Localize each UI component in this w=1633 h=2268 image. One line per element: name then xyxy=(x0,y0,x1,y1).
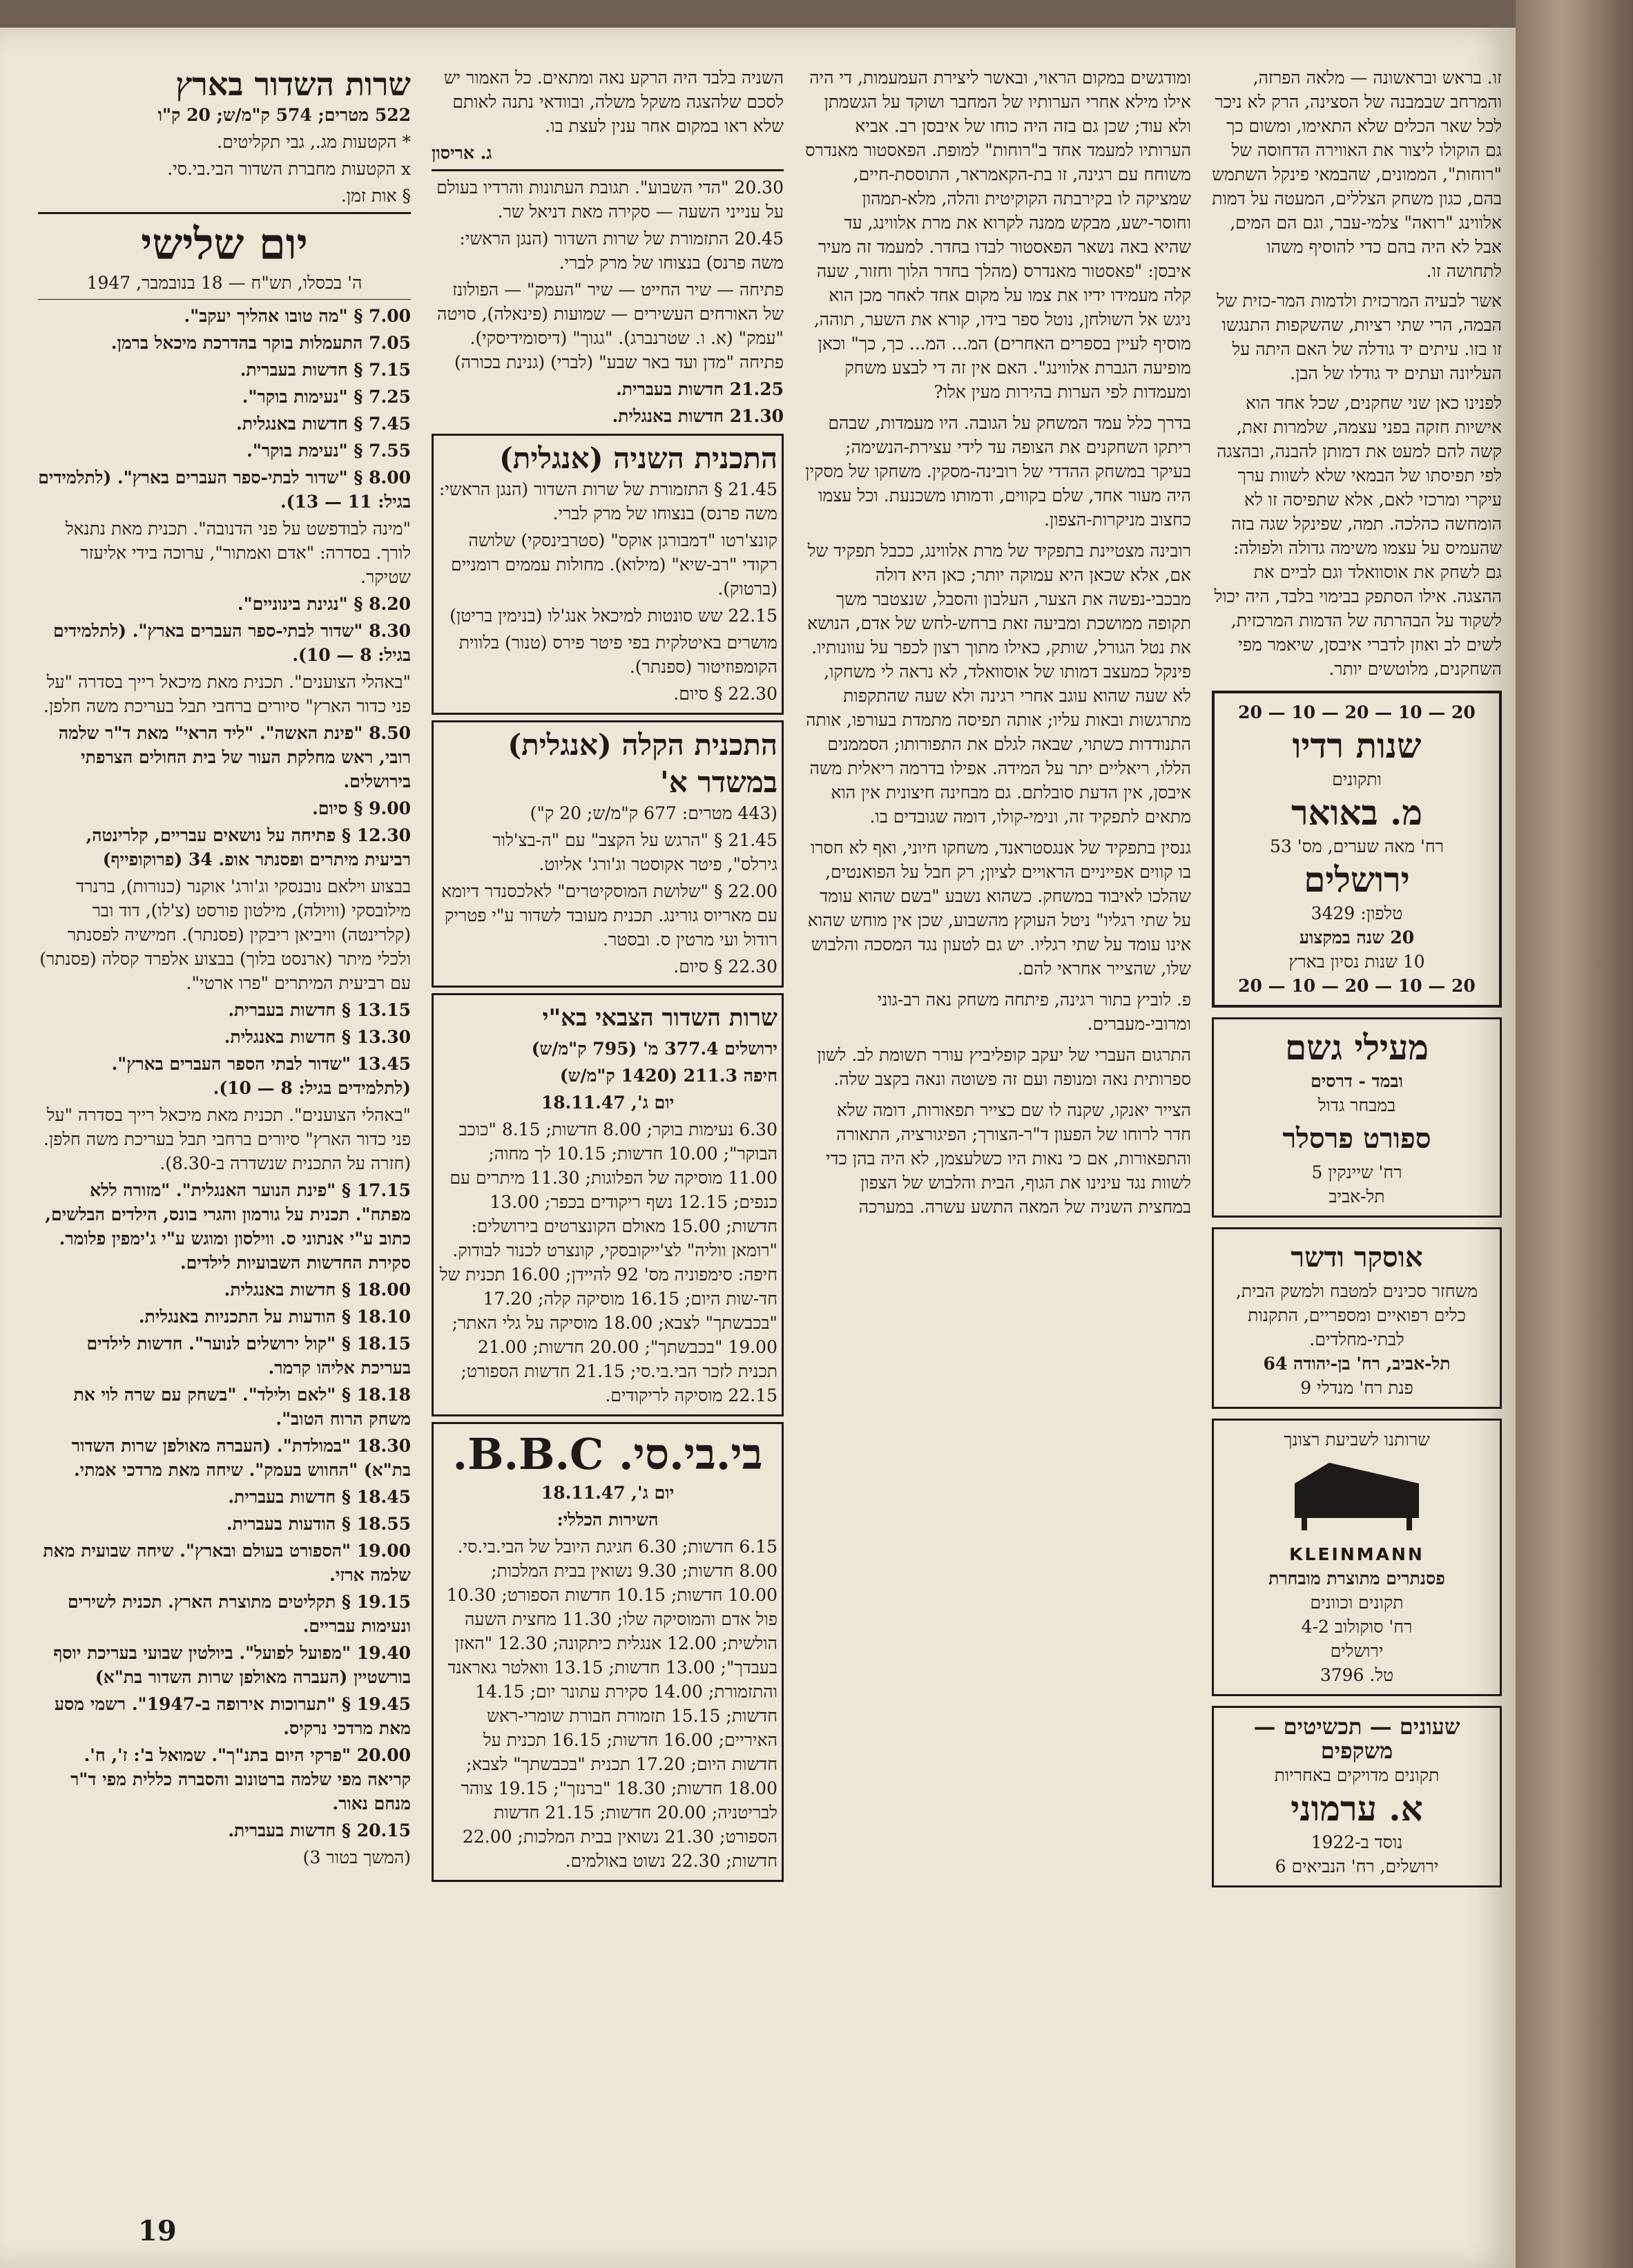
piano-ad xyxy=(1212,1419,1502,1696)
schedule-item: 22.30 § סיום. xyxy=(673,684,777,704)
ad-line: פנת רח' מנדלי 9 xyxy=(1300,1378,1413,1398)
schedule-item: 20.45 התזמורת של שרות השדור (הנגן הראשי: משה פרנס) בנצוחו של מרק לברי. xyxy=(459,229,784,273)
schedule-item: 19.15 § תקליטים מתוצרת הארץ. תכנית לשירים ונעימות עבריים. xyxy=(67,1592,411,1636)
ad-city: ירושלים xyxy=(1330,1641,1384,1661)
box-date: יום ג', 18.11.47 xyxy=(541,1093,675,1113)
review-paragraph: זו. בראש ובראשונה — מלאה הפרזה, והמרחב שבמבנה של הסצינה, הרק לא ניכר לכל שאר הכלים שלא התאימו, ומשום כך גם הוקולו ליצור את האווירה הדחוסה של "רוחות", הממונים, שהבמאי פינקל השתמש בהם, כגון משחק הצללים, המעטה על דמות אלווינג "רואה" צלמי-עבר, וגם הם המים, אבל לא היה בהם כדי להוסיף משהו לתחושה זו. xyxy=(1212,68,1502,281)
ad-line: משחזר סכינים למטבח ולמשק הבית, כלים רפואיים ומספריים, התקנות לבתי-מחלדים. xyxy=(1235,1281,1478,1349)
piano-icon xyxy=(1221,1456,1493,1538)
schedule-item: 8.50 "פינת האשה". "ליד הראי" מאת ד"ר שלמה רובי, ראש מחלקת העור של בית החולים הצרפתי בירושלים. xyxy=(58,723,411,791)
schedule-item: 18.30 "במולדת". (העברה מאולפן שרות השדור בת"א) "החווש בעמק". שיחה מאת מרדכי אמתי. xyxy=(71,1436,411,1480)
schedule-item: 20.00 "פרקי היום בתנ"ך". שמואל ב': ז', ח'. קריאה מפי שלמה ברטונוב והסברה כללית מפי ד"ר מנחם נאור. xyxy=(70,1745,411,1814)
ad-line: פסנתרים מתוצרת מובחרת xyxy=(1268,1568,1445,1588)
review-paragraph: אשר לבעיה המרכזית ולדמות המר-כזית של הבמה, הרי שתי רציות, שהשקפות התנגשו זו בזו. עיתים יד גודלה של האם היתה על העליונה ועתים יד גודלו של הבן. xyxy=(1217,291,1502,383)
review-paragraph: לפנינו כאן שני שחקנים, שכל אחד הוא אישיות חזקה בפני עצמה, שלמרות זאת, קשה להם למעט את דמותן להבנה, ובהצגה לפי תפיסתו של הבמאי שלא לשוות ערך עיקרי ומרכזי לאם, אלא שתפיסה זו לא הומחשה כהלכה. תמה, שפינקל שגה בזה שהעמיס על עצמו משימה גדולה ולפולה: גם לשחק את אוסוואלד וגם לביים את ההצגה. אילו הסתפק בבימוי בלבד, היה יכול לשקוד על הבהרתה של הדמות המרכזית, לשים לב ואוזן לדברי איבסן, שיאמר מפי השחקנים, מלוטשים יותר. xyxy=(1214,393,1502,679)
ad-address: רח' מאה שערים, מס' 53 xyxy=(1270,836,1444,856)
book-edge xyxy=(1516,0,1633,2268)
schedule-item: 18.55 § הודעות בעברית. xyxy=(226,1514,411,1534)
review-paragraph: התרגום העברי של יעקב קופליביץ עורר תשומת לב. לשון ספרותית נאה ומנופה ועם זה פשוטה ונאה בקצב שלה. xyxy=(817,1045,1191,1089)
ad-title: מעילי גשם xyxy=(1284,1027,1429,1068)
schedule-item: 18.45 § חדשות בעברית. xyxy=(228,1487,411,1507)
ad-city: תל-אביב xyxy=(1328,1186,1385,1207)
review-paragraph: הצייר יאנקו, שקנה לו שם כצייר תפאורות, דומה שלא חדר לרוחו של הפעון ד"ר-הצורך; הפיגורציה, התאורה והתפאורות, אם כי נאות היו כשלעצמן, לא היה בהן כדי לשוות נגד עינינו את הגוף, הבית והלבוש של הצפון במחצית השניה של המאה התשע עשרה. במערכה xyxy=(825,1100,1191,1217)
review-paragraph: ומודגשים במקום הראוי, ובאשר ליצירת העמעמות, די היה אילו מילא אחרי הערותיו של המחבר ושוקד על הגשמתן ולא עוד; שכן גם בזה היה כוחו של איבסן רב. אביא הערותיו למעמד אחד ב"רוחות" למופת. הפאסטור מאנדרס משוחח עם רגינה, זו בת-הקאמראר, התוססת-חיים, שמציקה לו בקירבתה הקוקיטית והלה, מלא-תמהון וחוסר-ישע, מבקש ממנה לקרוא את מרת אלווינג, עד שהיא באה נשאר הפאסטור לבדו בחדר. למעמד זה מעיר איבסן: "פאסטור מאנדרס (מהלך בחדר הלוך וחזור, שעה קלה מעמידו ידיו את צמו על מקום אחד לאחר מכן הוא ניגש אל השולחן, נוטל ספר בידו, קורא את השער, תוהה, מוסיף לעיין בספרים האחרים) המ... המ... כך, כך" וכאן מופיעה הגברת אלווינג". האם אין זה די לבצע משחק ומעמדות לפי הערות בהירות מעין אלו? xyxy=(805,68,1191,402)
schedule-item: 17.15 § "פינת הנוער האנגלית". "מזורה ללא מפתח". תכנית על גורמון והגרי בונס, הילדים הבלשים, כתוב ע"י אנתוני ס. ווילסון ומוגש ע"י ג'ימפין פלומר. סקירת החדשות השבועיות לילדים. xyxy=(45,1180,411,1273)
bbc-box xyxy=(432,1422,784,1882)
ad-line: 20 שנה במקצוע xyxy=(1299,928,1415,948)
newspaper-page xyxy=(0,28,1516,2268)
schedule-item: 7.55 § "נעימת בוקר". xyxy=(247,441,411,461)
review-paragraph: בדרך כלל עמד המשחק על הגובה. היו מעמדות, שבהם ריתקו השחקנים את הצופה עד לידי עצירת-הנשימה; בעיקר במשחק ההדדי של רובינה-מסקין. משחקו של מסקין היה מעור אחד, שלם בקווים, ודמותו משכנעת. וכל עצמו כחצוב מניקרות-הצפון. xyxy=(805,413,1191,530)
schedule-item: "באהלי הצוענים". תכנית מאת מיכאל רייך בסדרה "על פני כדור הארץ" סיורים ברחבי תבל בעריכת משה חלפן. xyxy=(43,672,411,716)
station-info: x הקטעות מחברת השדור הבי.בי.סי. xyxy=(167,159,411,179)
schedule-item: פתיחה — שיר החייט — שיר "העמק" — הפולונז של האורחים העשירים — שמועות (פינאלה), סויטה "עמק" (א. ו. שטרנברג). "גגוך" (דיסומידיסקי). פתיחה "מדן ועד באר שבע" (לברי) (גנינת בכורה) xyxy=(437,280,784,372)
schedule-item: 7.45 § חדשות באנגלית. xyxy=(236,414,411,434)
ad-line: 10 שנות נסיון בארץ xyxy=(1288,952,1425,972)
day-date: ה' בכסלו, תש"ח — 18 בנובמבר, 1947 xyxy=(86,273,363,293)
schedule-item: 6.15 חדשות; 6.30 חגיגת היובל של הבי.בי.סי. 8.00 חדשות; 9.30 נשואין בבית המלכות; 10.00 חדשות; 10.15 חדשות הספורט; 10.30 פול אדם והמוסיקה שלו; 11.30 מחצית השעה הולשית; 12.00 אנגלית כיתקונה; 12.30 "האזן בעבדך"; 13.00 חדשות; 13.15 וואלטר גאראנד והתזמורת; 14.00 סקירת עתונר יום; 14.15 חדשות; 15.15 תזמורת חבורת שומרי-ראש האיריים; 16.00 חדשות; 16.15 תכנית על חדשות היום; 17.20 תכנית "בכבשתך" לצבא; 18.00 חדשות; 18.30 "ברנזך"; 19.15 צוהר לבריטניה; 20.00 חדשות; 21.15 חדשות הספורט; 21.30 נשואין בבית המלכות; 22.00 חדשות; 22.30 נשוט באולמים. xyxy=(446,1537,777,1871)
schedule-item: 18.18 § "לאם ולילד". "בשחק עם שרה לוי את משחק הרוח הטוב". xyxy=(73,1385,411,1429)
ad-address: תל-אביב, רח' בן-יהודה 64 xyxy=(1263,1354,1451,1374)
ad-line: נוסד ב-1922 xyxy=(1311,1832,1403,1852)
schedule-item: 13.15 § חדשות בעברית. xyxy=(228,1000,411,1020)
schedule-item: 18.00 § חדשות באנגלית. xyxy=(224,1280,411,1300)
schedule-item: קונצ'רטו "דמבורגן אוקס" (סטרבינסקי) שלושה רקודי "רב-שיא" (מילוא). מחולות עממים רומניים (ברטוק). xyxy=(451,530,777,599)
review-signature: ג. אריסון xyxy=(432,143,492,163)
schedule-item: 22.30 § סיום. xyxy=(673,957,777,977)
divider xyxy=(38,299,411,300)
station-info: * הקטעות מג., גבי תקליטים. xyxy=(217,132,411,152)
ad-line: תקונים וכוונים xyxy=(1310,1593,1404,1613)
light-programme-box xyxy=(432,720,784,988)
schedule-item: 13.45 "שדור לבתי הספר העברים בארץ". (לתלמידים בגיל: 8 — 10). xyxy=(111,1054,411,1098)
schedule-item: 19.45 § "תערוכות אירופה ב-1947". רשמי מסע מאת מרדכי נרקיס. xyxy=(54,1694,411,1738)
page-number: 19 xyxy=(138,2215,177,2247)
ad-title: אוסקר ודשר xyxy=(1291,1241,1423,1274)
ad-phone: טל. 3796 xyxy=(1320,1665,1394,1685)
ad-line: שרותנו לשביעת רצונך xyxy=(1284,1430,1430,1450)
schedule-list xyxy=(38,304,411,1870)
station-info: 522 מטרים; 574 ק"מ/ש; 20 ק"ו xyxy=(157,105,411,125)
box-frequency: ירושלים 377.4 מ' (795 ק"מ/ש) xyxy=(531,1039,777,1059)
box-frequency: חיפה 211.3 (1420 ק"מ/ש) xyxy=(559,1066,777,1086)
watches-ad xyxy=(1212,1706,1502,1887)
schedule-item: 21.45 § התזמורת של שרות השדור (הנגן הראשי: משה פרנס) בנצוחו של מרק לברי. xyxy=(438,479,777,523)
schedule-column-middle xyxy=(432,66,784,1887)
divider xyxy=(432,169,784,171)
schedule-item: מושרים באיטלקית בפי פיטר פירס (טנור) בלווית הקומפוזיטור (ספנתר). xyxy=(458,633,777,677)
ad-title: שנות רדיו xyxy=(1292,725,1422,766)
ad-name: מ. באואר xyxy=(1291,792,1423,833)
schedule-column-left xyxy=(38,66,411,1872)
box-date: יום ג', 18.11.47 xyxy=(541,1483,675,1503)
ad-address: רח' שיינקין 5 xyxy=(1311,1162,1402,1182)
ad-name: ספורט פרסלר xyxy=(1282,1122,1431,1155)
review-continuation-column xyxy=(804,66,1191,1226)
ad-title: שעונים — תכשיטים — משקפים xyxy=(1253,1713,1460,1764)
schedule-item: "מינה לבודפשט על פני הדנובה". תכנית מאת נתנאל לורך. בסדרה: "אדם ואמתור", ערוכה בידי אליעזר שטיקר. xyxy=(65,519,411,587)
ad-line: במבחר גדול xyxy=(1317,1095,1396,1115)
schedule-item: 7.25 § "נעימות בוקר". xyxy=(242,387,411,407)
schedule-item: 13.30 § חדשות באנגלית. xyxy=(224,1027,411,1047)
radio-shop-ad xyxy=(1212,691,1502,1008)
review-paragraph: רובינה מצטיינת בתפקיד של מרת אלווינג, ככבל תפקיד של אם, אלא שכאן היא עמוקה יותר; כאן היא דולה מבכבי-נפשה את הצער, העלבון והסבל, שנצטבר משך תקופה ממושכת ומביעה זאת ברחש-לחש של אדם, הנושא את נטל הגורל, שותק, כאילו מתוך רצון לכפר על עוונותיו. פינקל כמעצב דמותו של אוסוואלד, לא נראה לי משחקו, לא שעה שהוא עוגב אחרי רגינה ולא שעה שהתקפות מתרגשות ובאות עליו; אותה תפיסה מתמדת בעורפו, אותה התנודדות כשתוי, שבאה לגלם את התפורותו; הסממנים הללו, ריאליים יתר על המידה. אפילו בדרמה ריאלית משה איבסן, אין הדעת סובלתם. גם מבחינה חיצונית אין הוא מתאים לתפקיד זה, ונימי-קולו, דומה שגובדים בו. xyxy=(806,541,1191,827)
bbc-title: בי.בי.סי. B.B.C. xyxy=(452,1429,763,1479)
ad-address: ירושלים, רח' הנביאים 6 xyxy=(1275,1856,1439,1876)
knife-sharpener-ad xyxy=(1212,1227,1502,1409)
box-title: שרות השדור הצבאי בא"י xyxy=(542,1004,777,1032)
ad-phone: טלפון: 3429 xyxy=(1311,903,1403,923)
day-title: יום שלישי xyxy=(141,219,308,269)
raincoat-ad xyxy=(1212,1017,1502,1218)
schedule-item: 6.30 נעימות בוקר; 8.00 חדשות; 8.15 "כוכב הבוקר"; 10.00 חדשות; 10.15 לך מחוה; 11.00 מוסיקה של הפלוגות; 11.30 מיתרים עם כנפים; 12.15 נשף ריקודים בכפר; 13.00 חדשות; 15.00 מאולם הקונצרטים בירושלים: "רומאן ווליה" לצ'ייקובסקי, קונצרט לכנור לבודוק. חיפה: סימפוניה מס' 92 להיידן; 16.00 תכנית של חד-שות היום; 16.15 מוסיקה קלה; 17.20 "בכבשתך" לצבא; 18.00 מוסיקה על גלי האתר; 19.00 "בכבשתך"; 20.00 חדשות; 21.00 תכנית לזכר הבי.בי.סי; 21.15 חדשות הספורט; 22.15 מוסיקה לריקודים. xyxy=(439,1119,777,1405)
box-title: התכנית השניה (אנגלית) xyxy=(499,441,777,475)
schedule-item: 8.20 § "נגינת בינוניים". xyxy=(237,594,411,614)
ad-line: ותקונים xyxy=(1332,769,1382,789)
schedule-item: 20.15 § חדשות בעברית. xyxy=(228,1820,411,1841)
station-title: שרות השדור בארץ xyxy=(175,66,411,103)
ad-line: ובמד - דרסים xyxy=(1311,1071,1403,1091)
schedule-item: 22.00 § "שלושת המוסקיטרים" לאלכסנדר דיומא עם מאריוס גורינג. תכנית מעובד לשדור ע"י פטריק רודול ועי מרטין ס. ובסטר. xyxy=(441,881,777,950)
schedule-item: 8.30 "שדור לבתי-ספר העברים בארץ". (לתלמידים בגיל: 8 — 10). xyxy=(52,621,411,665)
schedule-item: 12.30 § פתיחה על נושאים עבריים, קלרינטה, רביעית מיתרים ופסנתר אופ. 34 (פרוקופייף) xyxy=(86,825,411,869)
schedule-item: 9.00 § סיום. xyxy=(312,798,411,818)
military-radio-box xyxy=(432,993,784,1416)
ad-address: רח' סוקולוב 4-2 xyxy=(1301,1617,1413,1637)
schedule-item: 22.15 שש סונטות למיכאל אנג'לו (בנימין בריטן) xyxy=(450,606,777,626)
review-paragraph: גנסין בתפקיד של אנגסטראנד, משחקו חיוני, ואף לא חסרו בו קווים אפייניים הראויים לציון; רק חבל על הפואנטים, שהלכו לאיבוד במשחק. כשהוא נשבע "בשם שהוא עומד על שתי רגליו" ניטל העוקץ מהשבוע, שכן אין מוחש שהוא אינו עומד על שתי רגליו. יש גם לטעון נגד המסכה והלבוש שלו, שהצייר אחראי להם. xyxy=(807,838,1191,979)
ad-border-line: 20 — 10 — 20 — 10 — 20 xyxy=(1238,702,1476,722)
ad-border-line: 20 — 10 — 20 — 10 — 20 xyxy=(1238,976,1476,996)
schedule-item: 19.00 "הספורט בעולם ובארץ". שיחה שבועית מאת שלמה ארזי. xyxy=(43,1541,411,1585)
ad-line: תקונים מדויקים באחריות xyxy=(1274,1765,1440,1785)
box-title: התכנית הקלה (אנגלית) במשדר א' xyxy=(508,728,777,799)
review-column xyxy=(1212,66,1502,1897)
bbc-service: השירות הכללי: xyxy=(557,1510,659,1530)
schedule-item: 21.45 § "הרגש על הקצב" עם "ה-בצ'לור גירלס", פיטר אקוסטר וג'ורג' אליוט. xyxy=(492,830,777,874)
schedule-item: 19.40 "מפועל לפועל". ביולטין שבועי בעריכת יוסף בורשטיין (העברה מאולפן שרות השדור בת"א) xyxy=(53,1643,411,1687)
second-programme-box xyxy=(432,434,784,715)
review-paragraph: פ. לוביץ בתור רגינה, פיתחה משחק נאה רב-גוני ומרובי-מעברים. xyxy=(877,990,1191,1034)
ad-city: ירושלים xyxy=(1304,859,1410,900)
schedule-item: בבצוע וילאם נובנסקי וג'ורג' אוקנר (כנורות), ברנרד מילובסקי (וויולה), מילטון פורסט (צ'לו), דוד ובר (קלרינטה) וויביאן ריבקין (פסנתר). חמישיה לפסנתר ולכלי מיתר (ארנסט בלוך) בבצוע אלפרד קסלה (פסנתר) עם רביעית המיתרים "פרו ארטי". xyxy=(39,876,411,993)
ad-name: א. ערמוני xyxy=(1291,1788,1423,1829)
review-ending: השניה בלבד היה הרקע נאה ומתאים. כל האמור יש לסכם שלהצגה משקל משלה, ובוודאי נתנה לאותם שלא ראו במקום אחר ענין לעצת בו. xyxy=(443,68,784,136)
station-info: § אות זמן. xyxy=(340,186,411,206)
schedule-item: "באהלי הצוענים". תכנית מאת מיכאל רייך בסדרה "על פני כדור הארץ" סיורים ברחבי תבל בעריכת משה חלפן. (חזרה על התכנית שנשדרה ב-8.30). xyxy=(43,1105,411,1173)
schedule-item: (המשך בטור 3) xyxy=(302,1847,411,1867)
schedule-item: 21.25 חדשות בעברית. xyxy=(616,379,784,399)
schedule-item: 7.00 § "מה טובו אהליך יעקב". xyxy=(184,306,411,326)
schedule-item: 8.00 § "שדור לבתי-ספר העברים בארץ". (לתלמידים בגיל: 11 — 13). xyxy=(38,468,411,512)
schedule-item: 21.30 חדשות באנגלית. xyxy=(612,406,784,426)
schedule-item: 20.30 "הדי השבוע". תגובת העתונות והרדיו בעולם על ענייני השעה — סקירה מאת דניאל שר. xyxy=(436,177,784,222)
schedule-item: 18.10 § הודעות על התכניות באנגלית. xyxy=(138,1307,411,1327)
schedule-item: 7.05 התעמלות בוקר בהדרכת מיכאל ברמן. xyxy=(110,333,411,353)
divider xyxy=(38,212,411,214)
box-frequency: (443 מטרים: 677 ק"מ/ש; 20 ק") xyxy=(530,803,777,823)
ad-brand: KLEINMANN xyxy=(1289,1544,1424,1564)
schedule-item: 18.15 § "קול ירושלים לנוער". חדשות לילדים בעריכת אליהו קרמר. xyxy=(86,1334,411,1378)
schedule-item: 7.15 § חדשות בעברית. xyxy=(240,360,411,380)
